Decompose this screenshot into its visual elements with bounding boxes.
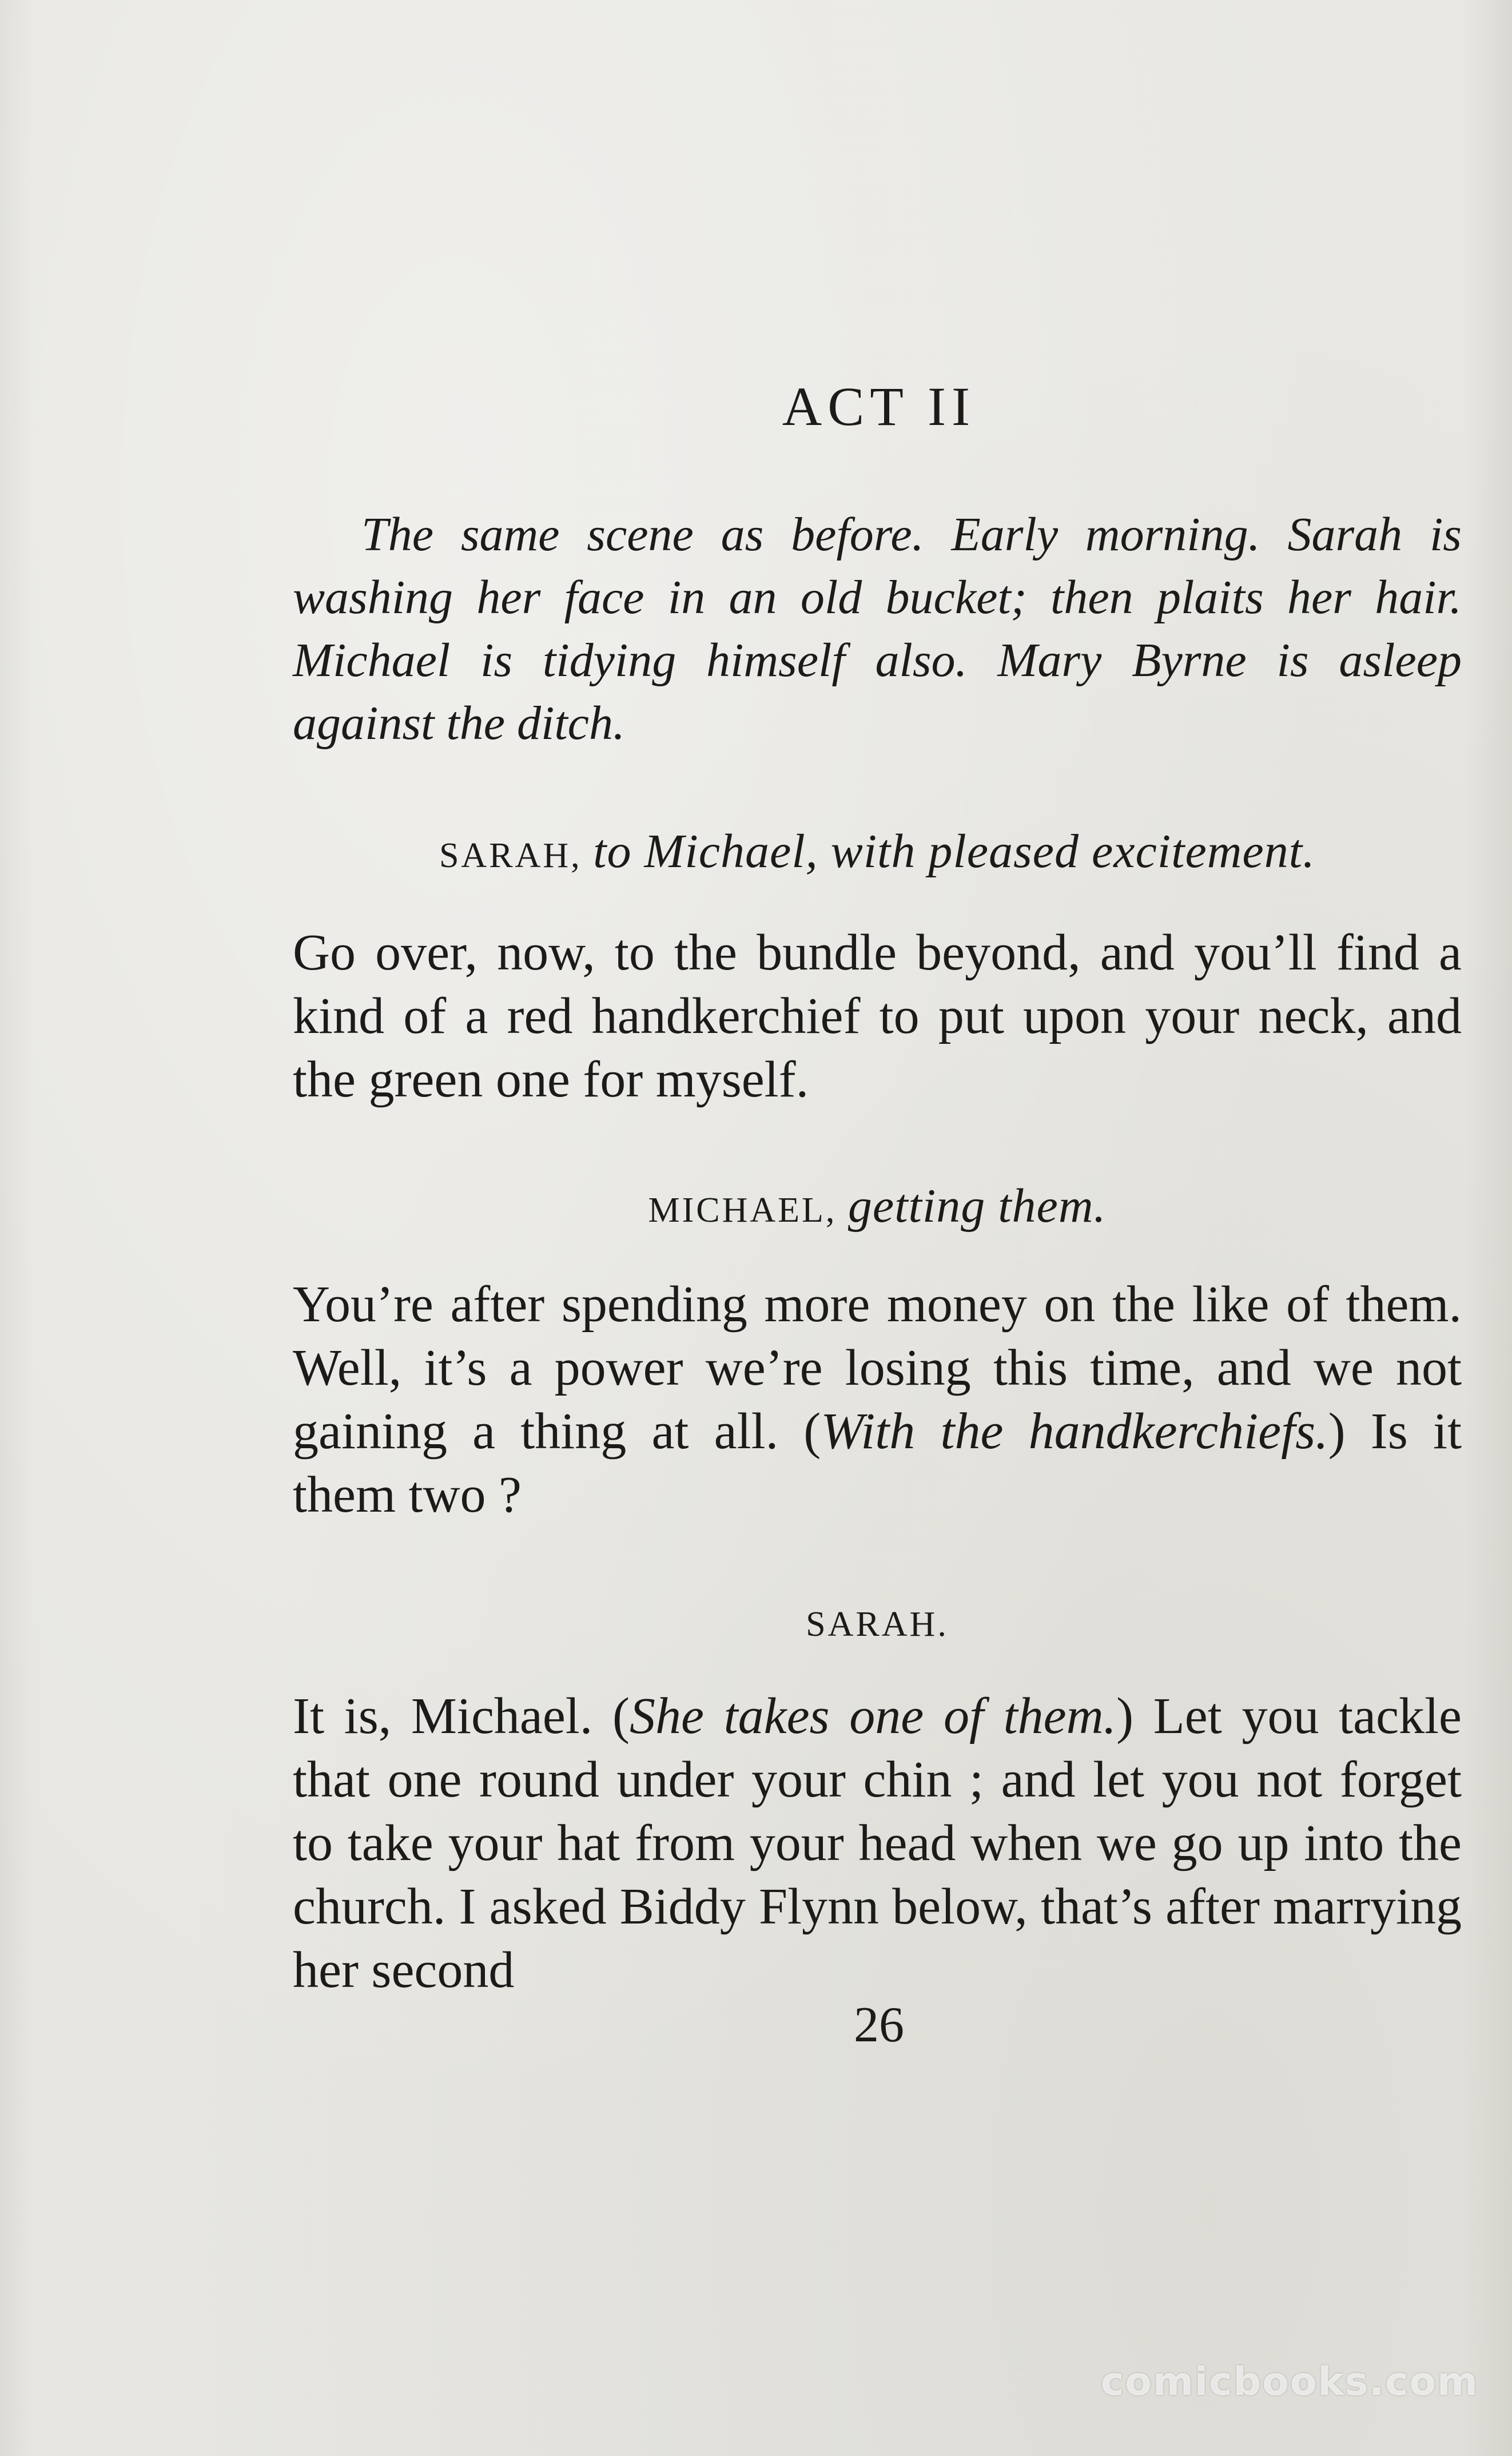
watermark: comicbooks.com: [1100, 2359, 1479, 2405]
speaker-name: SARAH,: [439, 836, 582, 875]
speech-stage-direction: With the handkerchiefs.: [821, 1403, 1328, 1460]
speech-text: [293, 1684, 1462, 2002]
speech-part: ) Let you tackle that one round under your chin ; and let you not forget to take your hat from your head when we go up into the church. I asked Biddy Flynn below, that’s after marrying her second: [293, 1688, 1462, 1998]
speaker-heading: [293, 824, 1462, 879]
speaker-heading: [293, 1178, 1462, 1234]
stage-direction: The same scene as before. Early morning. Sarah is washing her face in an old bucket; then plaits her hair. Michael is tidying himself also. Mary Byrne is asleep against the ditch.: [293, 508, 1462, 750]
page-number: 26: [854, 1997, 904, 2053]
speaker-name: MICHAEL,: [648, 1191, 837, 1230]
speech-text: [293, 1273, 1462, 1527]
speaker-direction: getting them.: [847, 1179, 1107, 1233]
speaker-heading: [293, 1604, 1462, 1645]
speech-text: [293, 921, 1462, 1111]
speech-part: It is, Michael. (: [293, 1688, 630, 1744]
speaker-direction: to Michael, with pleased excitement.: [593, 825, 1316, 878]
speech-part: Go over, now, to the bundle beyond, and you’ll find a kind of a red handkerchief to put upon your neck, and the green one for myself.: [293, 924, 1462, 1108]
speaker-name: SARAH.: [806, 1605, 949, 1644]
speech-part: ) Is it them two ?: [293, 1403, 1462, 1523]
act-title: ACT II: [782, 376, 976, 437]
speech-stage-direction: She takes one of them.: [630, 1688, 1117, 1744]
speech-part: You’re after spending more money on the like of them. Well, it’s a power we’re losing this time, and we not gaining a thing at all. (: [293, 1276, 1462, 1460]
